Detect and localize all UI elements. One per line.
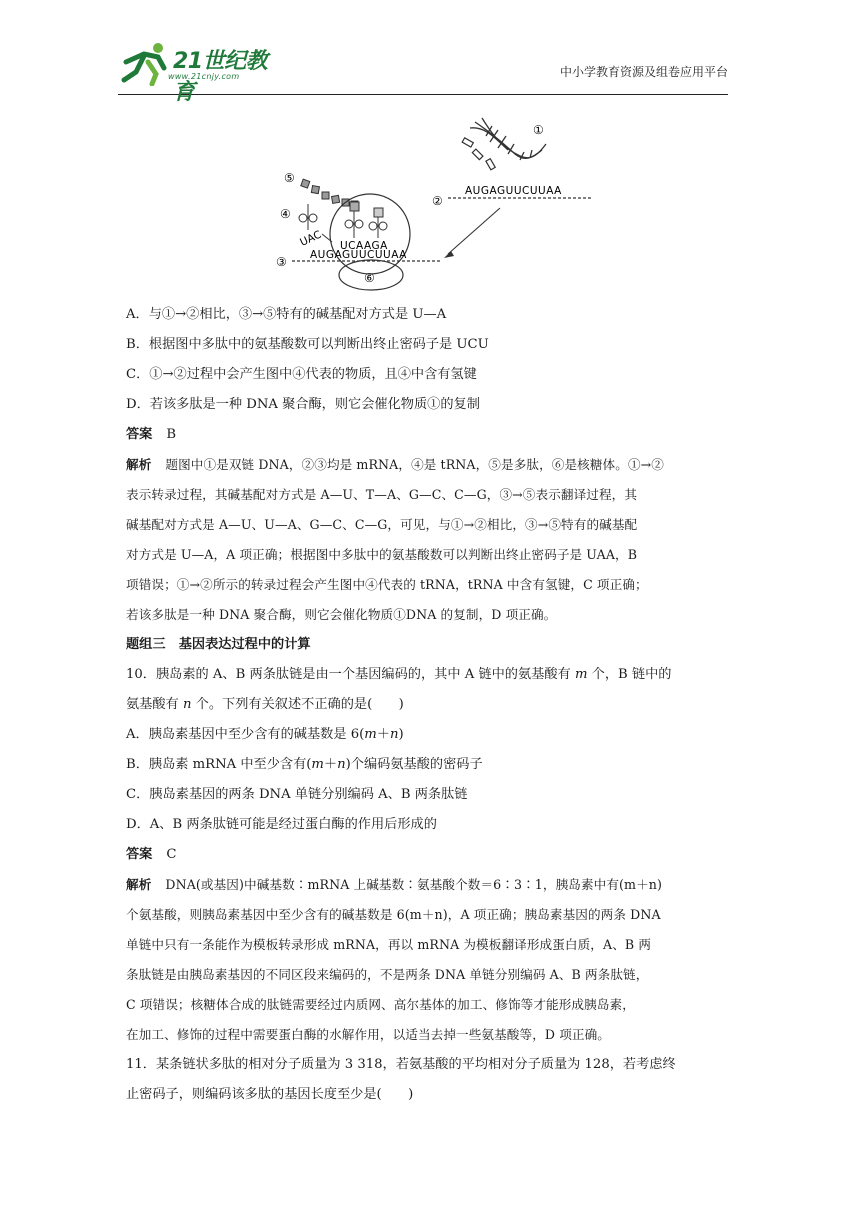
q9-explain-line: 碱基配对方式是 A—U、U—A、G—C、C—G，可见，与①→②相比，③→⑤特有的碱基配 <box>126 517 638 532</box>
var-n: n <box>182 697 192 712</box>
option-text: ) <box>398 727 404 742</box>
var-n: n <box>337 757 346 772</box>
q10-explain-line: 在加工、修饰的过程中需要蛋白酶的水解作用，以适当去掉一些氨基酸等，D 项正确。 <box>126 1027 610 1042</box>
var-m: m <box>311 757 324 772</box>
trna-anticodon: UAC <box>298 228 324 249</box>
answer-label: 答案 <box>126 427 153 442</box>
logo <box>118 40 288 105</box>
logo-text: 21世纪教育 <box>173 49 268 105</box>
explain-label: 解析 <box>126 877 152 892</box>
page-header <box>118 40 728 105</box>
mrna-top-sequence: AUGAGUUCUUAA <box>465 185 562 197</box>
q10-option-a <box>126 720 736 750</box>
q10-option-b <box>126 750 736 780</box>
q9-explain-line <box>126 450 736 480</box>
marker-3: ③ <box>276 255 287 269</box>
q10-option-c: C．胰岛素基因的两条 DNA 单链分别编码 A、B 两条肽链 <box>126 787 468 802</box>
q10-stem <box>126 660 736 690</box>
q9-explain-line: 对方式是 U—A，A 项正确；根据图中多肽中的氨基酸数可以判断出终止密码子是 UAA，B <box>126 547 638 562</box>
trna-in-ribosome <box>345 202 387 238</box>
ribosome-large-subunit <box>330 194 410 274</box>
logo-url: www.21cnjy.com <box>168 72 240 81</box>
q10-explain-line: C 项错误；核糖体合成的肽链需要经过内质网、高尔基体的加工、修饰等才能形成胰岛素， <box>126 997 635 1012</box>
q9-answer <box>126 420 736 450</box>
answer-label: 答案 <box>126 847 153 862</box>
q9-explain-line: 表示转录过程，其碱基配对方式是 A—U、T—A、G—C、C—G，③→⑤表示翻译过程，其 <box>126 487 638 502</box>
q10-stem <box>126 690 736 720</box>
q10-explain-line <box>126 870 736 900</box>
var-m: m <box>574 667 588 682</box>
q11-stem: 11．某条链状多肽的相对分子质量为 3 318，若氨基酸的平均相对分子质量为 128，若考虑终 <box>126 1057 676 1072</box>
q9-option-b: B．根据图中多肽中的氨基酸数可以判断出终止密码子是 UCU <box>126 337 489 352</box>
q11-stem: 止密码子，则编码该多肽的基因长度至少是( ) <box>126 1087 414 1102</box>
mrna-bottom-sequence: AUGAGUUCUUAA <box>310 249 407 261</box>
answer-value: B <box>166 427 177 442</box>
polypeptide-chain <box>301 179 358 208</box>
section-title: 题组三 基因表达过程中的计算 <box>126 637 311 652</box>
gene-expression-diagram <box>270 112 610 298</box>
runner-icon <box>118 40 172 86</box>
explain-label: 解析 <box>126 457 152 472</box>
anticodon-sequence: UCAAGA <box>340 240 388 252</box>
q9-explain-line: 若该多肽是一种 DNA 聚合酶，则它会催化物质①DNA 的复制，D 项正确。 <box>126 607 557 622</box>
explain-text: 题图中①是双链 DNA，②③均是 mRNA，④是 tRNA，⑤是多肽，⑥是核糖体。①→② <box>165 457 664 472</box>
q10-answer <box>126 840 736 870</box>
option-text: )个编码氨基酸的密码子 <box>345 757 483 772</box>
q9-option-d: D．若该多肽是一种 DNA 聚合酶，则它会催化物质①的复制 <box>126 397 480 412</box>
var-m: m <box>364 727 377 742</box>
q10-option-d: D．A、B 两条肽链可能是经过蛋白酶的作用后形成的 <box>126 817 437 832</box>
marker-6: ⑥ <box>364 271 375 285</box>
option-text: ＋ <box>376 727 390 742</box>
header-platform-text: 中小学教育资源及组卷应用平台 <box>559 65 728 79</box>
q10-explain-line: 条肽链是由胰岛素基因的不同区段来编码的，不是两条 DNA 单链分别编码 A、B 两条肽链， <box>126 967 649 982</box>
q9-explain-line: 项错误；①→②所示的转录过程会产生图中④代表的 tRNA，tRNA 中含有氢键，C 项正确； <box>126 577 648 592</box>
question-content <box>126 300 736 1110</box>
option-text: ＋ <box>323 757 338 772</box>
q10-stem-text: 个。下列有关叙述不正确的是( ) <box>195 697 404 712</box>
option-text: B．胰岛素 mRNA 中至少含有( <box>126 757 312 772</box>
q9-option-c: C．①→②过程中会产生图中④代表的物质，且④中含有氢键 <box>126 367 477 382</box>
q10-explain-line: 个氨基酸，则胰岛素基因中至少含有的碱基数是 6(m＋n)，A 项正确；胰岛素基因的两条 DNA <box>126 907 661 922</box>
marker-5: ⑤ <box>284 171 295 185</box>
marker-2: ② <box>432 194 443 208</box>
marker-1: ① <box>533 123 544 137</box>
explain-text: DNA(或基因)中碱基数∶mRNA 上碱基数∶氨基酸个数＝6∶3∶1，胰岛素中有(m＋n) <box>165 877 663 892</box>
answer-value: C <box>166 847 177 862</box>
q10-stem-text: 氨基酸有 <box>126 697 179 712</box>
marker-4: ④ <box>280 207 291 221</box>
rna-fragments <box>462 138 495 170</box>
q10-stem-text: 个，B 链中的 <box>591 667 672 682</box>
q9-option-a: A．与①→②相比，③→⑤特有的碱基配对方式是 U—A <box>126 307 447 322</box>
var-n: n <box>389 727 399 742</box>
option-text: A．胰岛素基因中至少含有的碱基数是 6( <box>126 727 365 742</box>
q10-stem-text: 10．胰岛素的 A、B 两条肽链是由一个基因编码的，其中 A 链中的氨基酸有 <box>126 667 571 682</box>
q10-explain-line: 单链中只有一条能作为模板转录形成 mRNA，再以 mRNA 为模板翻译形成蛋白质，A、B 两 <box>126 937 652 952</box>
